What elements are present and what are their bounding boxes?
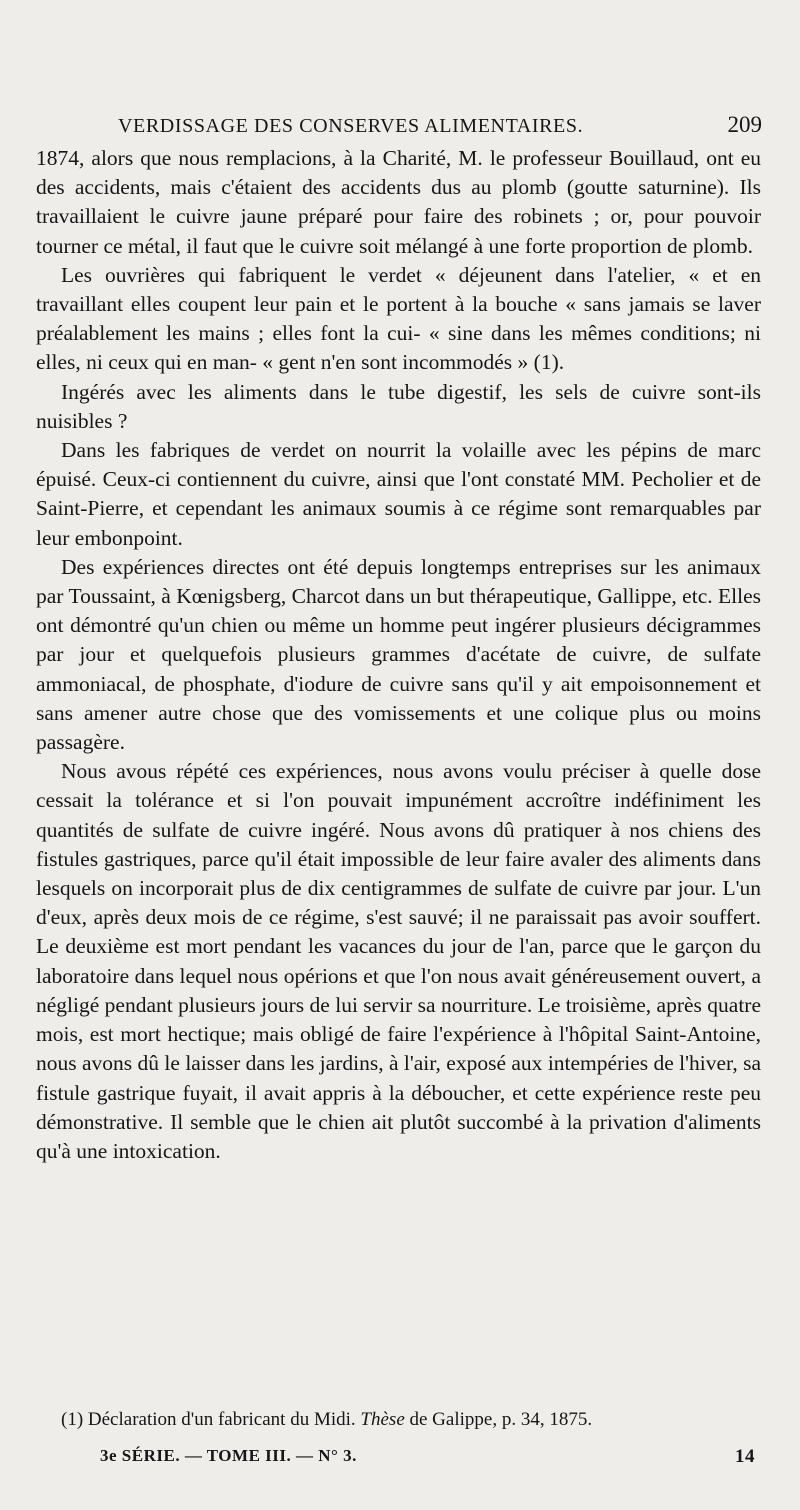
series-label: 3e SÉRIE. — TOME III. — N° 3. (100, 1446, 357, 1465)
paragraph: Des expériences directes ont été depuis longtemps entreprises sur les animaux par Toussaint, à Kœnigsberg, Charcot dans un but thérapeutique, Gallippe, etc. Elles ont démontré qu'un chien ou même un homme peut ingérer plusieurs décigrammes par jour et quelquefois plusieurs grammes d'acétate de cuivre, de sulfate ammoniacal, de phosphate, d'iodure de cuivre sans qu'il y ait empoisonnement et sans amener autre chose que des vomissements et une colique plus ou moins passagère. (36, 554, 761, 755)
printer-signature (100, 1446, 755, 1472)
paragraph: Les ouvrières qui fabriquent le verdet « déjeunent dans l'atelier, « et en travaillant elles coupent leur pain et le portent à la bouche « sans jamais se laver préalablement les mains ; elles font la cui- « sine dans les mêmes conditions; ni elles, ni ceux qui en man- « gent n'en sont incommodés » (1). (36, 262, 761, 375)
body-text (36, 144, 761, 1166)
paragraph: Ingérés avec les aliments dans le tube digestif, les sels de cuivre sont-ils nuisibles ? (36, 379, 761, 433)
footnote-italic: Thèse (360, 1409, 405, 1430)
paragraph: Dans les fabriques de verdet on nourrit la volaille avec les pépins de marc épuisé. Ceux-ci contiennent du cuivre, ainsi que l'ont constaté MM. Pecholier et de Saint-Pierre, et cependant les animaux soumis à ce régime sont remarquables par leur embonpoint. (36, 438, 761, 550)
sheet-number: 14 (735, 1446, 755, 1467)
page-number: 209 (727, 112, 762, 137)
running-title: VERDISSAGE DES CONSERVES ALIMENTAIRES. (118, 115, 584, 137)
paragraph: 1874, alors que nous remplacions, à la Charité, M. le professeur Bouillaud, ont eu des accidents, mais c'étaient des accidents dus au plomb (goutte saturnine). Ils travaillaient le cuivre jaune préparé pour faire des robinets ; or, pour pouvoir tourner ce métal, il faut que le cuivre soit mélangé à une forte proportion de plomb. (36, 146, 761, 258)
running-header (118, 112, 762, 144)
footnote-text-end: de Galippe, p. 34, 1875. (404, 1409, 593, 1430)
footnote-text: (1) Déclaration d'un fabricant du Midi. (61, 1409, 361, 1430)
footnote (36, 1408, 761, 1432)
paragraph: Nous avous répété ces expériences, nous avons voulu préciser à quelle dose cessait la tolérance et si l'on pouvait impunément accroître indéfiniment les quantités de sulfate de cuivre ingéré. Nous avons dû pratiquer à nos chiens des fistules gastriques, parce qu'il était impossible de leur faire avaler des aliments dans lesquels on incorporait plus de dix centigrammes de sulfate de cuivre par jour. L'un d'eux, après deux mois de ce régime, s'est sauvé; il ne paraissait pas avoir souffert. Le deuxième est mort pendant les vacances du jour de l'an, parce que le garçon du laboratoire dans lequel nous opérions et que l'on nous avait généreusement ouvert, a négligé pendant plusieurs jours de lui servir sa nourriture. Le troisième, après quatre mois, est mort hectique; mais obligé de faire l'expérience à l'hôpital Saint-Antoine, nous avons dû le laisser dans les jardins, à l'air, exposé aux intempéries de l'hiver, sa fistule gastrique fuyait, il avait appris à la déboucher, et cette expérience reste peu démonstrative. Il semble que le chien ait plutôt succombé à la privation d'aliments qu'à une intoxication. (36, 759, 761, 1163)
